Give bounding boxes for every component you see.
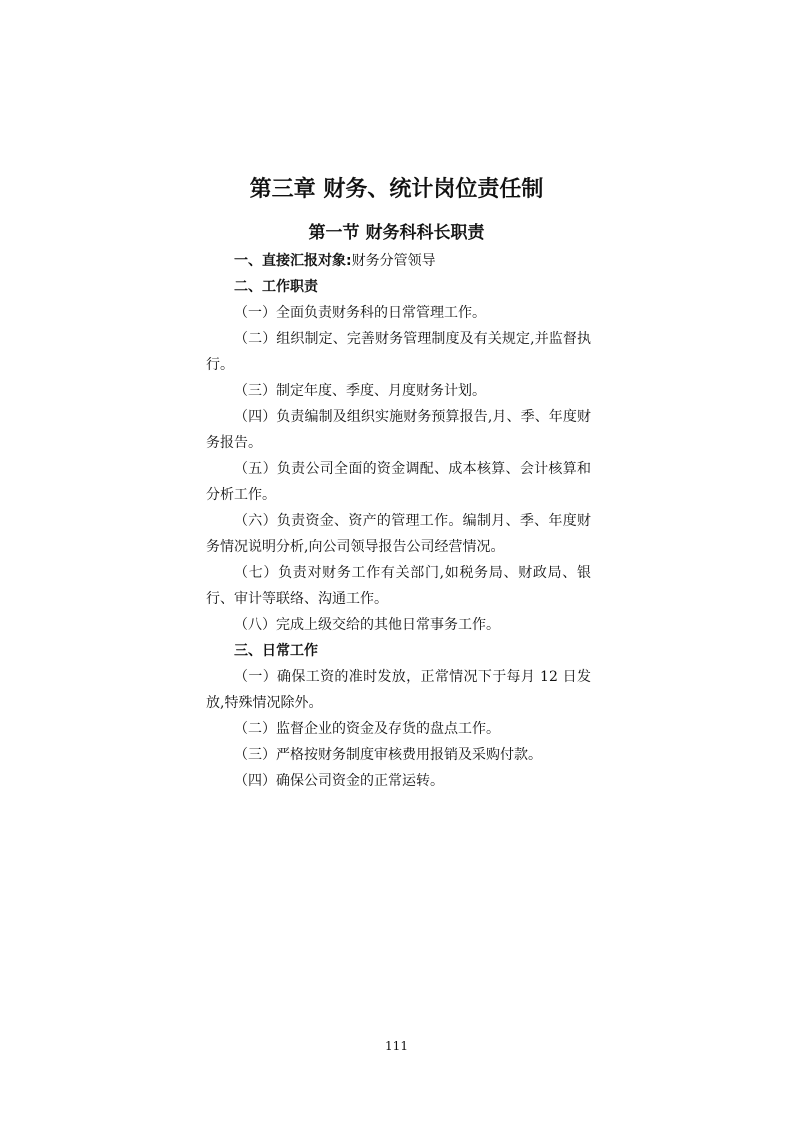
report-to-heading bbox=[206, 248, 591, 274]
duty-item: （四）负责编制及组织实施财务预算报告,月、季、年度财务报告。 bbox=[206, 409, 591, 451]
daily-work-item: （四）确保公司资金的正常运转。 bbox=[234, 773, 444, 789]
daily-work-item: （一）确保工资的准时发放，正常情况下于每月 12 日发放,特殊情况除外。 bbox=[206, 669, 591, 711]
chapter-title: 第三章 财务、统计岗位责任制 bbox=[249, 177, 544, 202]
daily-work-item: （二）监督企业的资金及存货的盘点工作。 bbox=[234, 721, 500, 737]
duty-item: （五）负责公司全面的资金调配、成本核算、会计核算和分析工作。 bbox=[206, 461, 591, 503]
duty-item: （二）组织制定、完善财务管理制度及有关规定,并监督执行。 bbox=[206, 331, 591, 373]
daily-work-heading: 三、日常工作 bbox=[234, 643, 318, 659]
duty-item: （一）全面负责财务科的日常管理工作。 bbox=[234, 305, 486, 321]
daily-work-item: （三）严格按财务制度审核费用报销及采购付款。 bbox=[234, 747, 542, 763]
duties-heading: 二、工作职责 bbox=[234, 279, 318, 295]
duty-item: （六）负责资金、资产的管理工作。编制月、季、年度财务情况说明分析,向公司领导报告公司经营情况。 bbox=[206, 513, 591, 555]
report-to-label: 一、直接汇报对象: bbox=[234, 253, 352, 269]
report-to-value: 财务分管领导 bbox=[351, 253, 436, 269]
section-title: 第一节 财务科科长职责 bbox=[308, 223, 485, 243]
page-number: 111 bbox=[385, 1039, 408, 1053]
duty-item: （三）制定年度、季度、月度财务计划。 bbox=[234, 383, 486, 399]
body-text bbox=[206, 248, 591, 794]
duty-item: （七）负责对财务工作有关部门,如税务局、财政局、银行、审计等联络、沟通工作。 bbox=[206, 565, 591, 607]
duty-item: （八）完成上级交给的其他日常事务工作。 bbox=[234, 617, 500, 633]
